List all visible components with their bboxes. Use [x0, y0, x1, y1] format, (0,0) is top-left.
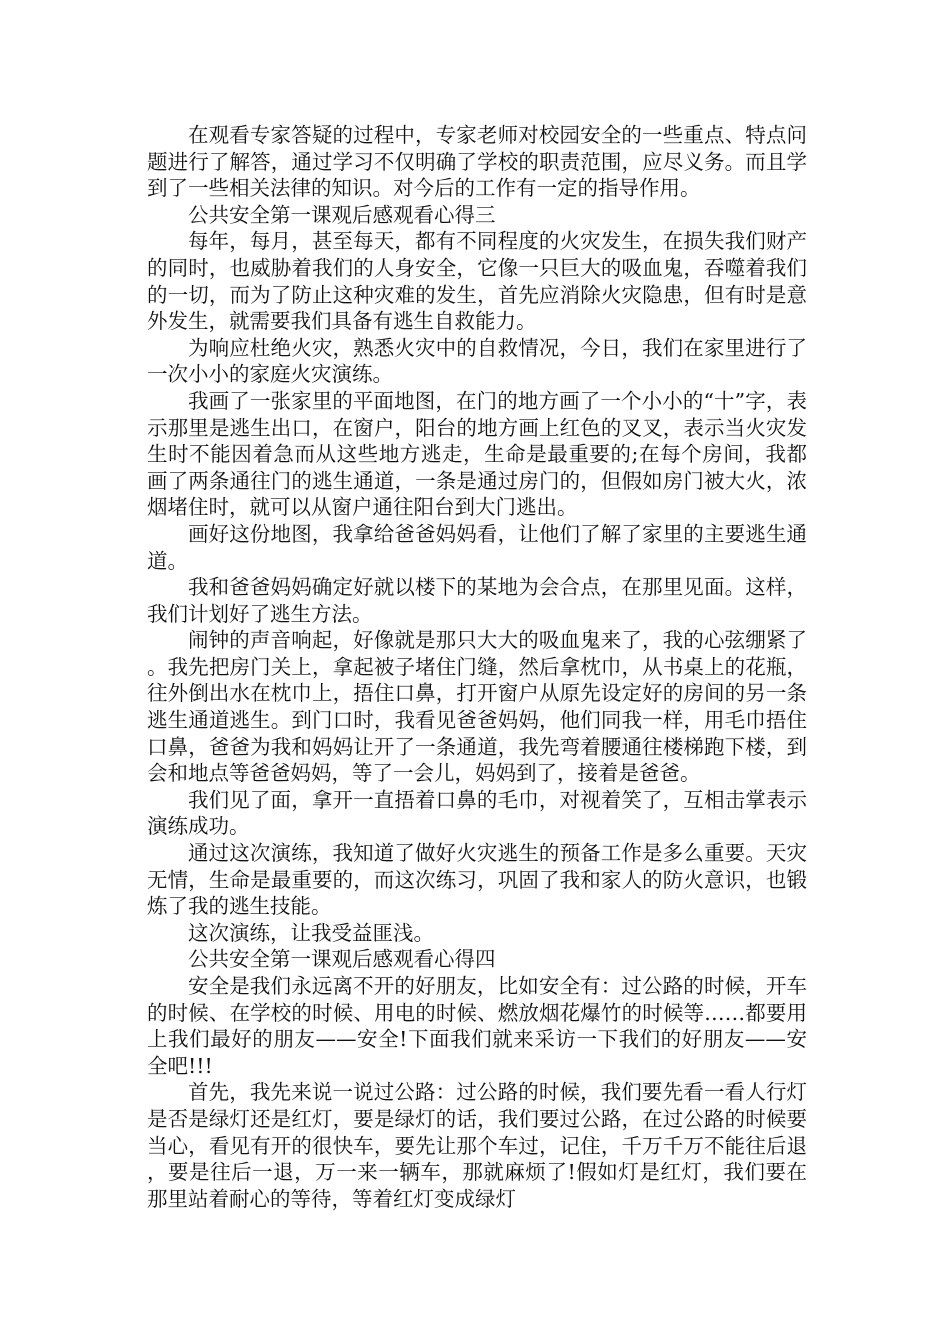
paragraph-benefit: 这次演练，让我受益匪浅。 [188, 920, 434, 945]
paragraph-safety-friend: 安全是我们永远离不开的好朋友，比如安全有：过公路的时候，开车的时候、在学校的时候、用电的时候、燃放烟花爆竹的时候等……都要用上我们最好的朋友——安全!下面我们就来采访一下我们的好朋友——安全吧!!! [147, 974, 807, 1078]
paragraph-fire-hazard: 每年，每月，甚至每天，都有不同程度的火灾发生，在损失我们财产的同时，也威胁着我们的人身安全，它像一只巨大的吸血鬼，吞噬着我们的一切，而为了防止这种灾难的发生，首先应消除火灾隐患，但有时是意外发生，就需要我们具备有逃生自救能力。 [147, 229, 807, 334]
paragraph-alarm-escape: 闹钟的声音响起，好像就是那只大大的吸血鬼来了，我的心弦绷紧了。我先把房门关上，拿起被子堵住门缝，然后拿枕巾，从书桌上的花瓶，往外倒出水在枕巾上，捂住口鼻，打开窗户从原先设定好的房间的另一条逃生通道逃生。到门口时，我看见爸爸妈妈，他们同我一样，用毛巾捂住口鼻，爸爸为我和妈妈让开了一条通道，我先弯着腰通往楼梯跑下楼，到会和地点等爸爸妈妈，等了一会儿，妈妈到了，接着是爸爸。 [147, 628, 807, 786]
paragraph-meeting-point: 我和爸爸妈妈确定好就以楼下的某地为会合点，在那里见面。这样，我们计划好了逃生方法。 [147, 575, 807, 626]
paragraph-lesson-learned: 通过这次演练，我知道了做好火灾逃生的预备工作是多么重要。天灾无情，生命是最重要的，而这次练习，巩固了我和家人的防火意识，也锻炼了我的逃生技能。 [147, 841, 807, 919]
paragraph-drill-success: 我们见了面，拿开一直捂着口鼻的毛巾，对视着笑了，互相击掌表示演练成功。 [147, 787, 807, 839]
section-heading-three: 公共安全第一课观后感观看心得三 [188, 202, 496, 227]
paragraph-family-drill: 为响应杜绝火灾，熟悉火灾中的自救情况，今日，我们在家里进行了一次小小的家庭火灾演练。 [147, 335, 807, 387]
paragraph-floor-plan: 我画了一张家里的平面地图，在门的地方画了一个小小的“十”字，表示那里是逃生出口，在窗户，阳台的地方画上红色的叉叉，表示当火灾发生时不能因着急而从这些地方逃走，生命是最重要的;在每个房间，我都画了两条通往门的逃生通道，一条是通过房门的，但假如房门被大火，浓烟堵住时，就可以从窗户通往阳台到大门逃出。 [147, 388, 807, 520]
paragraph-show-map: 画好这份地图，我拿给爸爸妈妈看，让他们了解了家里的主要逃生通道。 [147, 521, 807, 573]
paragraph-campus-safety-qa: 在观看专家答疑的过程中，专家老师对校园安全的一些重点、特点问题进行了解答，通过学习不仅明确了学校的职责范围，应尽义务。而且学到了一些相关法律的知识。对今后的工作有一定的指导作用。 [147, 123, 807, 201]
paragraph-crossing-road: 首先，我先来说一说过公路：过公路的时候，我们要先看一看人行灯是否是绿灯还是红灯，要是绿灯的话，我们要过公路，在过公路的时候要当心，看见有开的很快车，要先让那个车过，记住，千万千万不能往后退，要是往后一退，万一来一辆车，那就麻烦了!假如灯是红灯，我们要在那里站着耐心的等待，等着红灯变成绿灯 [147, 1080, 807, 1211]
document-body [147, 122, 807, 1212]
section-heading-four: 公共安全第一课观后感观看心得四 [188, 947, 496, 972]
